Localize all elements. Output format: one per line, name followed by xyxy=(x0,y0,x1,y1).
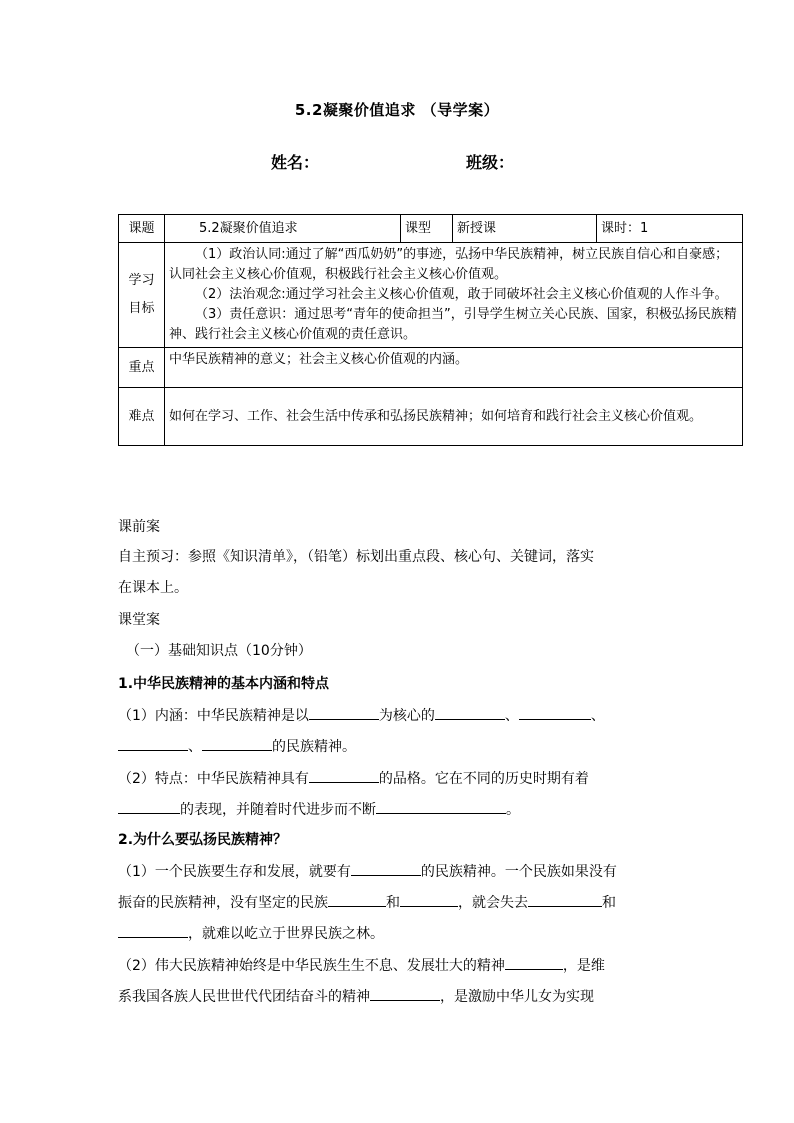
blank-input[interactable] xyxy=(202,736,272,751)
goal-legal: （2）法治观念:通过学习社会主义核心价值观，敢于同破坏社会主义核心价值观的人作斗争。 xyxy=(195,287,728,302)
table-row-difficulty xyxy=(119,388,743,446)
blank-input[interactable] xyxy=(118,923,188,938)
feature-line-1: （2）特点：中华民族精神具有 的品格。它在不同的历史时期有着 xyxy=(118,768,698,788)
blank-input[interactable] xyxy=(118,799,180,814)
goal-political: （1）政治认同:通过了解“西瓜奶奶”的事迹，弘扬中华民族精神，树立民族自信心和自豪感；认同社会主义核心价值观，积极践行社会主义核心价值观。 xyxy=(169,247,729,282)
blank-input[interactable] xyxy=(505,955,563,970)
question-1-heading: 1.中华民族精神的基本内涵和特点 xyxy=(118,676,330,692)
blank-input[interactable] xyxy=(400,892,458,907)
blank-input[interactable] xyxy=(309,705,379,720)
blank-input[interactable] xyxy=(328,892,386,907)
difficulty-value: 如何在学习、工作、社会生活中传承和弘扬民族精神；如何培育和践行社会主义核心价值观。 xyxy=(165,388,743,446)
spirit-line-2: 系我国各族人民世世代代团结奋斗的精神 ，是激励中华儿女为实现 xyxy=(118,986,698,1006)
goals-label-line2: 目标 xyxy=(128,301,155,316)
topic-label: 课题 xyxy=(119,215,165,243)
table-row-topic xyxy=(119,215,743,243)
blank-input[interactable] xyxy=(309,768,379,783)
table-row-key xyxy=(119,348,743,388)
blank-input[interactable] xyxy=(435,705,505,720)
reason-line-2: 振奋的民族精神，没有坚定的民族 和 ，就会失去 和 xyxy=(118,892,698,912)
blank-input[interactable] xyxy=(376,799,506,814)
name-label: 姓名： xyxy=(271,153,320,172)
hours-value: 课时：1 xyxy=(597,215,743,243)
blank-input[interactable] xyxy=(528,892,602,907)
type-label: 课型 xyxy=(401,215,453,243)
page-title: 5.2凝聚价值追求 （导学案） xyxy=(294,101,500,119)
preview-line-1: 自主预习：参照《知识清单》，（铅笔）标划出重点段、核心句、关键词，落实 xyxy=(118,549,594,565)
goals-label xyxy=(119,243,165,348)
pre-class-heading: 课前案 xyxy=(118,519,160,535)
key-label: 重点 xyxy=(119,348,165,388)
blank-input[interactable] xyxy=(519,705,591,720)
reason-line-3: ，就难以屹立于世界民族之林。 xyxy=(118,923,698,943)
reason-line-1: （1）一个民族要生存和发展，就要有 的民族精神。一个民族如果没有 xyxy=(118,861,698,881)
connotation-line-1: （1）内涵：中华民族精神是以 为核心的 、 、 xyxy=(118,705,698,725)
question-2-heading: 2.为什么要弘扬民族精神？ xyxy=(118,832,288,848)
key-value: 中华民族精神的意义；社会主义核心价值观的内涵。 xyxy=(165,348,743,388)
feature-line-2: 的表现，并随着时代进步而不断 。 xyxy=(118,799,698,819)
type-value: 新授课 xyxy=(453,215,597,243)
section-basic-knowledge: （一）基础知识点（10分钟） xyxy=(126,643,312,659)
blank-input[interactable] xyxy=(351,861,421,876)
preview-line-2: 在课本上。 xyxy=(118,580,188,596)
goal-responsibility: （3）责任意识：通过思考“青年的使命担当”，引导学生树立关心民族、国家，积极弘扬民族精神、践行社会主义核心价值观的责任意识。 xyxy=(169,307,737,342)
lesson-info-table xyxy=(118,214,743,446)
table-row-goals xyxy=(119,243,743,348)
spirit-line-1: （2）伟大民族精神始终是中华民族生生不息、发展壮大的精神 ，是维 xyxy=(118,955,698,975)
class-label: 班级： xyxy=(466,153,515,172)
in-class-heading: 课堂案 xyxy=(118,612,160,628)
student-info-row xyxy=(0,150,794,174)
topic-value: 5.2凝聚价值追求 xyxy=(165,215,401,243)
difficulty-label: 难点 xyxy=(119,388,165,446)
connotation-line-2: 、 的民族精神。 xyxy=(118,736,698,756)
goals-content xyxy=(165,243,743,348)
goals-label-line1: 学习 xyxy=(128,273,155,288)
blank-input[interactable] xyxy=(370,986,440,1001)
blank-input[interactable] xyxy=(118,736,188,751)
